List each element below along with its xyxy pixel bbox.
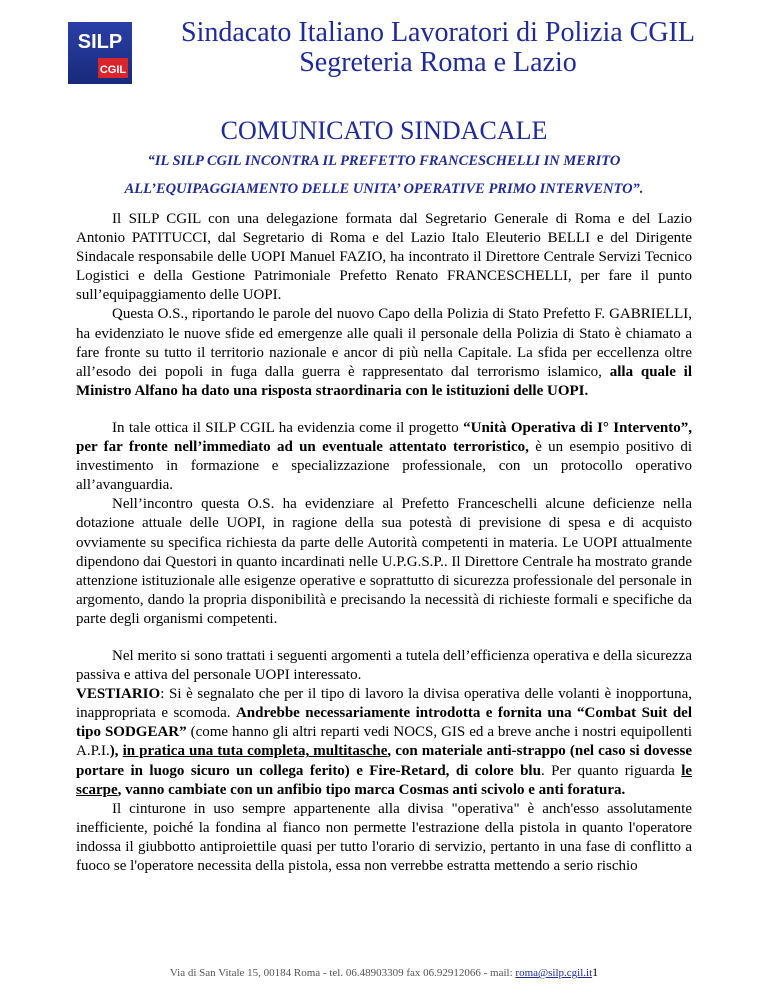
page-footer [0, 965, 768, 980]
logo-cgil-text: CGIL [99, 64, 127, 76]
paragraph-vestiario [76, 685, 692, 800]
silp-cgil-logo [68, 22, 132, 84]
paragraph-2 [76, 305, 692, 400]
paragraph-3 [76, 419, 692, 495]
vestiario-label: VESTIARIO [76, 686, 161, 703]
header-office-name: Segreteria Roma e Lazio [299, 47, 577, 78]
vestiario-bold-b: ), [109, 743, 119, 760]
vestiario-bold-c: , con materiale anti-strappo (nel caso si dovesse portare in luogo sicuro un collega ferito) e Fire-Retard, di colore blu [76, 743, 693, 779]
paragraph-5: Nel merito si sono trattati i seguenti argomenti a tutela dell’efficienza operativa e della sicurezza passiva e attiva del personale UOPI interessato. [76, 647, 692, 684]
paragraph-1: Il SILP CGIL con una delegazione formata dal Segretario Generale di Roma e del Lazio Antonio PATITUCCI, dal Segretario di Roma e del Lazio Italo Eleuterio BELLI e del Dirigente Sindacale responsabile delle UOPI Manuel FAZIO, ha incontrato il Direttore Centrale Servizi Tecnico Logistici e della Gestione Patrimoniale Prefetto Renato FRANCESCHELLI, per fare il punto sull’equipaggiamento delle UOPI. [76, 211, 692, 304]
logo-silp-text: SILP [77, 31, 123, 53]
paragraph-3-text-b: è un esempio positivo di investimento in formazione e specializzazione professionale, con un protocollo operativo all’avanguardia. [76, 439, 693, 494]
vestiario-text-c: . Per quanto riguarda [540, 762, 675, 779]
footer-email-link[interactable]: roma@silp.cgil.it [515, 967, 593, 979]
page-title: COMUNICATO SINDACALE [220, 116, 548, 145]
subtitle-line-1: “IL SILP CGIL INCONTRA IL PREFETTO FRANCESCHELLI IN MERITO [147, 153, 621, 169]
vestiario-text-a: : Si è segnalato che per il tipo di lavoro la divisa operativa delle volanti è inopportuna, inappropriata e scomoda. [76, 686, 692, 722]
vestiario-bold-a: Andrebbe necessariamente introdotta e fornita una “Combat Suit del tipo SODGEAR” [76, 705, 692, 741]
paragraph-3-text-a: In tale ottica il SILP CGIL ha evidenzia come il progetto [112, 419, 459, 436]
communique-body [76, 210, 692, 876]
vestiario-bold-d: , vanno cambiate con un anfibio tipo marca Cosmas anti scivolo e anti foratura. [117, 781, 626, 798]
paragraph-4: Nell’incontro questa O.S. ha evidenziare al Prefetto Franceschelli alcune deficienze nella dotazione attuale delle UOPI, in ragione della sua potestà di previsione di spesa e di acquisto ovviamente su specifica richiesta da parte delle Autorità competenti in materia. Le UOPI attualmente dipendono dai Questori in quanto incardinati nelle U.P.G.S.P.. Il Direttore Centrale ha mostrato grande attenzione istituzionale alle esigenze operative e soprattutto di sicurezza professionale del personale in argomento, dando la propria disponibilità e precisando la necessità di richieste formali e specifiche da parte degli organismi competenti. [76, 496, 692, 627]
header-union-name: Sindacato Italiano Lavoratori di Polizia CGIL [181, 17, 695, 48]
vestiario-underlined-text: in pratica una tuta completa, multitasche [122, 743, 388, 760]
vestiario-shoes-text: le scarpe [76, 762, 693, 798]
paragraph-cinturone: Il cinturone in uso sempre appartenente alla divisa "operativa" è anch'esso assolutamente inefficiente, poiché la fondina al fianco non permette l'estrazione della pistola in quanto l'operatore indossa il giubbotto antiproiettile quasi per tutto l'orario di servizio, pertanto in una fase di conflitto a fuoco se l'operatore necessita della pistola, essa non verrebbe estratta mettendo a serio rischio [76, 800, 692, 874]
paragraph-2-text: Questa O.S., riportando le parole del nuovo Capo della Polizia di Stato Prefetto F. GABRIELLI, ha evidenziato le nuove sfide ed emergenze alle quali il personale della Polizia di Stato è chiamato a fare fronte su tutto il territorio nazionale e ancor di più nella Capitale. La sfida per eccellenza oltre all’esodo dei popoli in fuga dalla guerra è rappresentato dal terrorismo islamico, [76, 306, 692, 380]
paragraph-3-bold: “Unità Operativa di I° Intervento”, per far fronte nell’immediato ad un eventuale attentato terroristico, [76, 419, 693, 456]
footer-address: Via di San Vitale 15, 00184 Roma - tel. 06.48903309 fax 06.92912066 - mail: [169, 967, 513, 979]
vestiario-text-b: (come hanno gli altri reparti vedi NOCS, GIS ed a breve anche i nostri equipollenti A.P.I. [76, 724, 692, 760]
page-number: 1 [592, 965, 599, 979]
subtitle-line-2: ALL’EQUIPAGGIAMENTO DELLE UNITA’ OPERATIVE PRIMO INTERVENTO”. [124, 181, 644, 197]
vestiario-underlined [123, 743, 388, 759]
paragraph-2-bold: alla quale il Ministro Alfano ha dato una risposta straordinaria con le istituzioni delle UOPI. [76, 363, 692, 399]
